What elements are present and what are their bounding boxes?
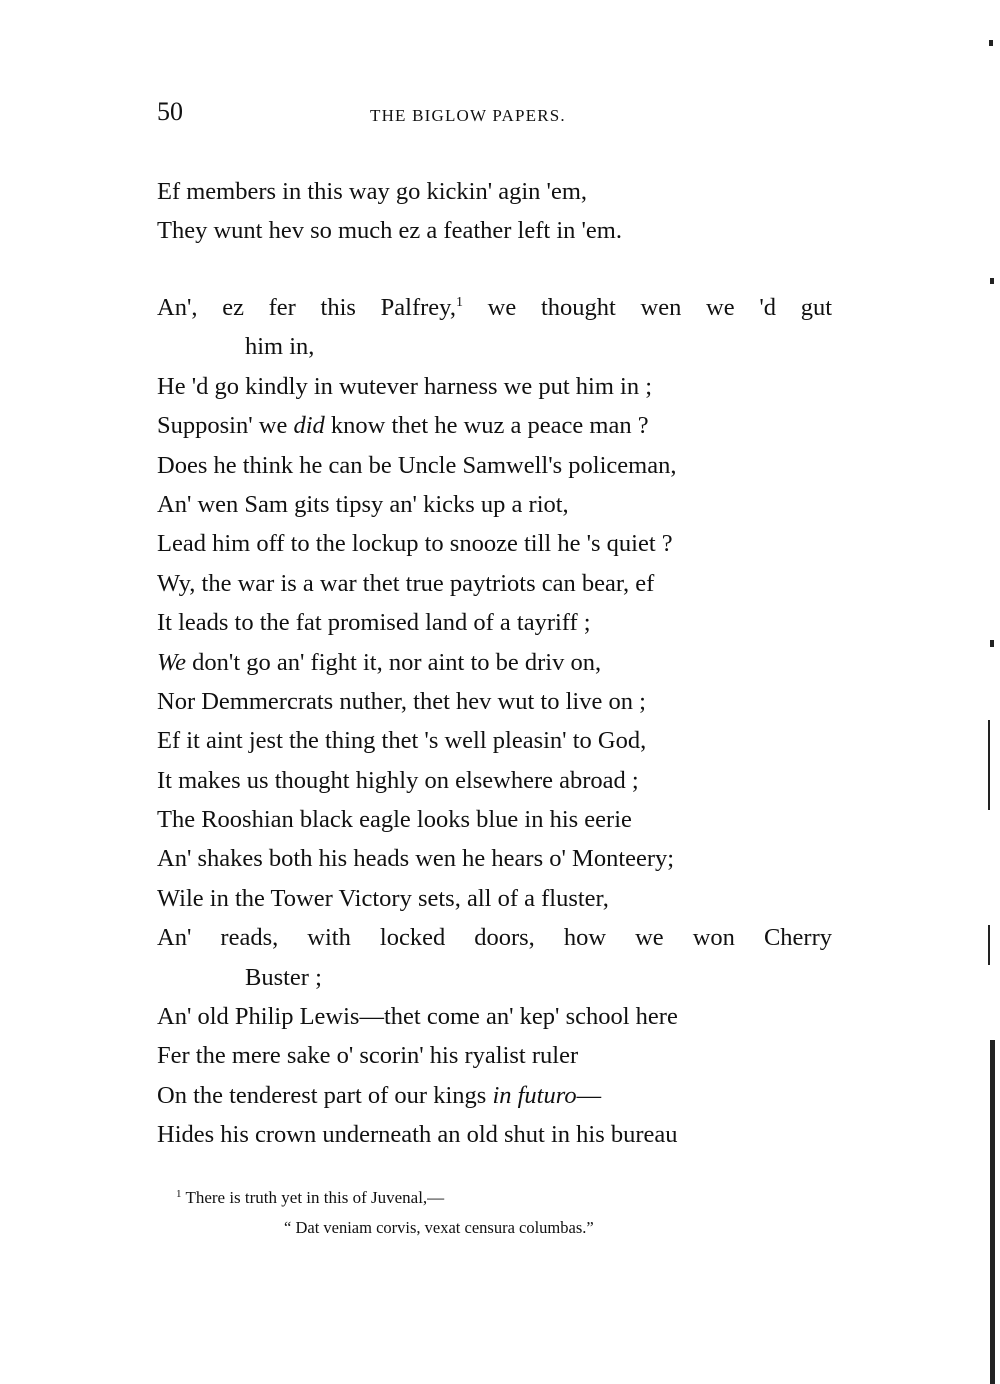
verse-line: Hides his crown underneath an old shut in his bureau bbox=[157, 1121, 678, 1149]
verse-line: Wy, the war is a war thet true paytriots can bear, ef bbox=[157, 569, 655, 597]
verse-line: Ef it aint jest the thing thet 's well pleasin' to God, bbox=[157, 727, 647, 755]
verse-text: don't go an' fight it, nor aint to be driv on, bbox=[186, 648, 602, 676]
stanza-1 bbox=[157, 172, 832, 251]
verse-line: An' old Philip Lewis—thet come an' kep' school here bbox=[157, 1003, 678, 1031]
verse-line: Does he think he can be Uncle Samwell's policeman, bbox=[157, 451, 677, 479]
verse-text: we thought wen we 'd gut bbox=[462, 294, 832, 321]
footnote-text: There is truth yet in this of Juvenal,— bbox=[181, 1188, 445, 1207]
verse-line bbox=[157, 643, 832, 682]
verse-line: It makes us thought highly on elsewhere abroad ; bbox=[157, 766, 639, 794]
footnotes bbox=[176, 1183, 776, 1243]
verse-line: Lead him off to the lockup to snooze till he 's quiet ? bbox=[157, 530, 673, 558]
verse-line: It leads to the fat promised land of a tayriff ; bbox=[157, 609, 591, 637]
footnote-quote: “ Dat veniam corvis, vexat censura columbas.” bbox=[284, 1218, 594, 1237]
verse-line bbox=[157, 1076, 832, 1115]
scan-speck bbox=[990, 278, 994, 284]
verse-line-continuation: him in, bbox=[245, 333, 315, 361]
verse-text: know thet he wuz a peace man ? bbox=[324, 412, 649, 440]
verse-line: He 'd go kindly in wutever harness we put him in ; bbox=[157, 372, 653, 400]
verse-line: The Rooshian black eagle looks blue in his eerie bbox=[157, 806, 632, 834]
verse-line: They wunt hev so much ez a feather left in 'em. bbox=[157, 217, 622, 245]
verse-line-continuation: Buster ; bbox=[245, 963, 322, 991]
scan-speck bbox=[989, 40, 993, 46]
emphasis: did bbox=[293, 412, 325, 440]
footnote-marker: 1 bbox=[176, 1188, 182, 1200]
scan-speck bbox=[990, 640, 994, 647]
verse-line bbox=[157, 288, 832, 327]
verse-line: Nor Demmercrats nuther, thet hev wut to live on ; bbox=[157, 687, 646, 715]
verse-text: — bbox=[576, 1081, 602, 1109]
page-number: 50 bbox=[157, 97, 183, 126]
scan-speck bbox=[988, 925, 990, 965]
verse-line: Ef members in this way go kickin' agin 'em, bbox=[157, 178, 588, 205]
running-head: THE BIGLOW PAPERS. bbox=[370, 106, 566, 125]
stanza-2 bbox=[157, 288, 832, 1155]
emphasis: We bbox=[157, 648, 187, 676]
verse-line bbox=[157, 406, 832, 445]
emphasis: in futuro bbox=[492, 1081, 577, 1109]
verse-line: An' wen Sam gits tipsy an' kicks up a riot, bbox=[157, 490, 569, 518]
verse-line: Fer the mere sake o' scorin' his ryalist ruler bbox=[157, 1042, 579, 1070]
scan-edge-bar bbox=[990, 1040, 995, 1384]
verse-text: An', ez fer this Palfrey, bbox=[157, 294, 456, 321]
footnote-1 bbox=[176, 1183, 776, 1213]
verse-line: An' shakes both his heads wen he hears o' Monteery; bbox=[157, 845, 675, 873]
verse-line: Wile in the Tower Victory sets, all of a fluster, bbox=[157, 884, 609, 912]
verse-text: Supposin' we bbox=[157, 412, 294, 440]
footnote-reference[interactable]: 1 bbox=[455, 295, 463, 310]
verse-text: On the tenderest part of our kings bbox=[157, 1081, 493, 1109]
scan-edge-artifacts bbox=[980, 0, 1000, 1384]
verse-line: An' reads, with locked doors, how we won Cherry bbox=[157, 924, 832, 952]
scan-speck bbox=[988, 720, 990, 810]
